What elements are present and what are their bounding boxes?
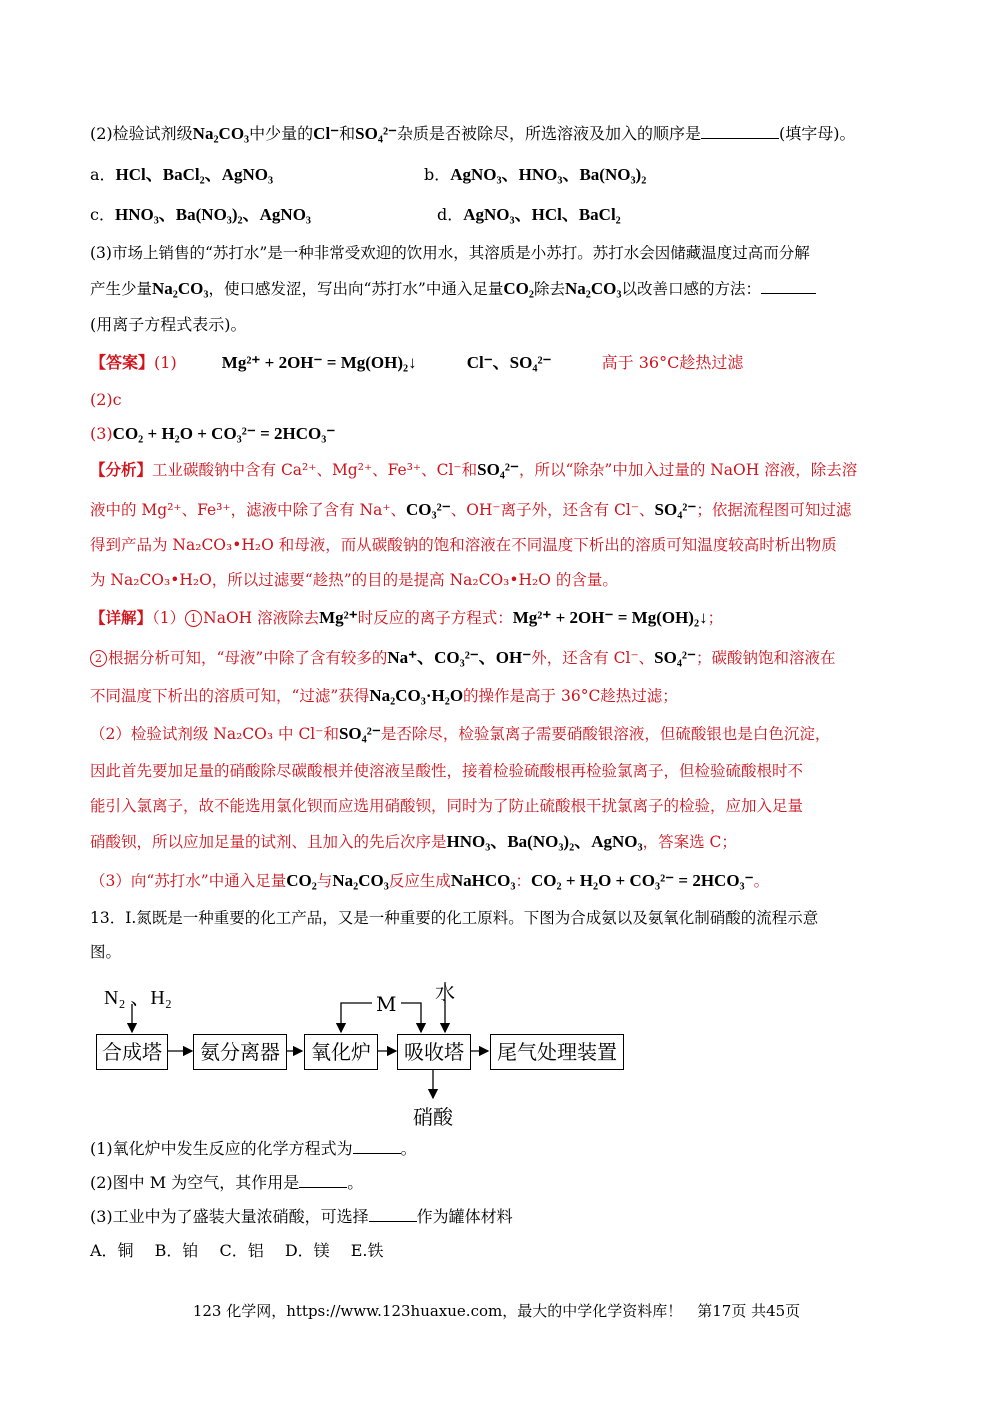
- answer-blank: [353, 1139, 401, 1154]
- equation-3: CO₂ + H₂O + CO₃²⁻ = 2HCO₃⁻: [112, 424, 336, 443]
- flow-water-label: 水: [435, 980, 455, 1004]
- option-d: d．AgNO₃、HCl、BaCl₂: [437, 205, 621, 224]
- detail-line8: （3）向“苏打水”中通入足量CO₂与Na₂CO₃反应生成NaHCO₃：CO₂ + H₂O + CO₃²⁻ = 2HCO₃⁻。: [90, 871, 770, 890]
- flow-output-label: 硝酸: [413, 1105, 453, 1129]
- detail-line7: 硝酸钡，所以应加足量的试剂、且加入的先后次序是HNO₃、Ba(NO₃)₂、AgNO₃，答案选 C；: [90, 832, 737, 851]
- detail-line3: 不同温度下析出的溶质可知，“过滤”获得Na₂CO₃·H₂O的操作是高于 36°C趁热过滤；: [90, 686, 678, 705]
- question-3-line3: (用离子方程式表示)。: [90, 315, 247, 334]
- analysis-line3: 得到产品为 Na₂CO₃•H₂O 和母液，而从碳酸钠的饱和溶液在不同温度下析出的溶质可知温度较高时析出物质: [90, 536, 837, 554]
- page-footer: 123 化学网，https://www.123huaxue.com，最大的中学化学资料库！ 第17页 共45页: [192, 1302, 801, 1320]
- equation-1: Mg²⁺ + 2OH⁻ = Mg(OH)₂↓: [221, 353, 417, 372]
- flow-m-label: M: [376, 992, 397, 1016]
- question-13-line1: 13．I.氮既是一种重要的化工产品，又是一种重要的化工原料。下图为合成氨以及氨氧化制硝酸的流程示意: [90, 909, 819, 927]
- detail-tag: 【详解】: [90, 608, 153, 627]
- detail-line4: （2）检验试剂级 Na₂CO₃ 中 Cl⁻和SO₄²⁻是否除尽，检验氯离子需要硝酸银溶液，但硫酸银也是白色沉淀，: [90, 724, 831, 743]
- option-b: b．AgNO₃、HNO₃、Ba(NO₃)₂: [424, 165, 647, 184]
- flow-input-label: N₂ 、H₂: [104, 987, 172, 1009]
- question-3-line2: 产生少量Na₂CO₃，使口感发涩，写出向“苏打水”中通入足量CO₂除去Na₂CO₃以改善口感的方法：: [90, 279, 816, 299]
- detail-line1: 【详解】（1） 1 NaOH 溶液除去Mg²⁺时反应的离子方程式：Mg²⁺ + 2OH⁻ = Mg(OH)₂↓；: [90, 608, 724, 627]
- subquestion-3-choices: A．铜 B．铂 C．铝 D．镁 E.铁: [90, 1241, 384, 1260]
- detail-line5: 因此首先要加足量的硝酸除尽碳酸根并使溶液呈酸性，接着检验硫酸根再检验氯离子，但检验硫酸根时不: [90, 762, 804, 780]
- flow-box-absorption-tower: 吸收塔: [397, 1034, 471, 1070]
- flow-box-tail-gas-device: 尾气处理装置: [490, 1034, 624, 1070]
- answer-blank: [299, 1173, 347, 1188]
- answer-part2: (2)c: [90, 390, 122, 409]
- question-13-line2: 图。: [90, 943, 122, 961]
- answer-tag: 【答案】: [90, 353, 155, 372]
- answer-part3: (3)CO₂ + H₂O + CO₃²⁻ = 2HCO₃⁻: [90, 424, 336, 443]
- question-3-line1: (3)市场上销售的“苏打水”是一种非常受欢迎的饮用水，其溶质是小苏打。苏打水会因储藏温度过高而分解: [90, 244, 810, 262]
- answer-line1: 【答案】(1) Mg²⁺ + 2OH⁻ = Mg(OH)₂↓ Cl⁻、SO₄²⁻ 高于 36°C趁热过滤: [90, 353, 744, 372]
- flow-box-synthesis-tower: 合成塔: [96, 1034, 168, 1070]
- flow-box-ammonia-separator: 氨分离器: [193, 1034, 287, 1070]
- detail-line6: 能引入氯离子，故不能选用氯化钡而应选用硝酸钡，同时为了防止硫酸根干扰氯离子的检验，应加入足量: [90, 797, 804, 815]
- option-c: c．HNO₃、Ba(NO₃)₂、AgNO₃: [90, 205, 312, 224]
- circled-number: 2: [90, 650, 107, 667]
- subquestion-1: (1)氧化炉中发生反应的化学方程式为 。: [90, 1139, 417, 1158]
- subquestion-3: (3)工业中为了盛装大量浓硝酸，可选择 作为罐体材料: [90, 1207, 513, 1226]
- answer-blank: [369, 1207, 417, 1222]
- option-a: a．HCl、BaCl₂、AgNO₃: [90, 165, 274, 184]
- analysis-line4: 为 Na₂CO₃•H₂O，所以过滤要“趁热”的目的是提高 Na₂CO₃•H₂O 的含量。: [90, 571, 618, 589]
- detail-line2: 2 根据分析可知，“母液”中除了含有较多的Na⁺、CO₃²⁻、OH⁻外，还含有 Cl⁻、SO₄²⁻；碳酸钠饱和溶液在: [90, 648, 836, 668]
- flow-box-oxidation-furnace: 氧化炉: [304, 1034, 378, 1070]
- analysis-line2: 液中的 Mg²⁺、Fe³⁺，滤液中除了含有 Na⁺、CO₃²⁻、OH⁻离子外，还含有 Cl⁻、SO₄²⁻；依据流程图可知过滤: [90, 500, 852, 519]
- analysis-tag: 【分析】: [90, 460, 153, 479]
- circled-number: 1: [185, 610, 202, 627]
- analysis-line1: 【分析】工业碳酸钠中含有 Ca²⁺、Mg²⁺、Fe³⁺、Cl⁻和SO₄²⁻，所以“除杂”中加入过量的 NaOH 溶液，除去溶: [90, 460, 858, 479]
- question-2: (2)检验试剂级Na₂CO₃中少量的Cl⁻和SO₄²⁻杂质是否被除尽，所选溶液及加入的顺序是 (填字母)。: [90, 124, 856, 143]
- subquestion-2: (2)图中 M 为空气，其作用是 。: [90, 1173, 364, 1192]
